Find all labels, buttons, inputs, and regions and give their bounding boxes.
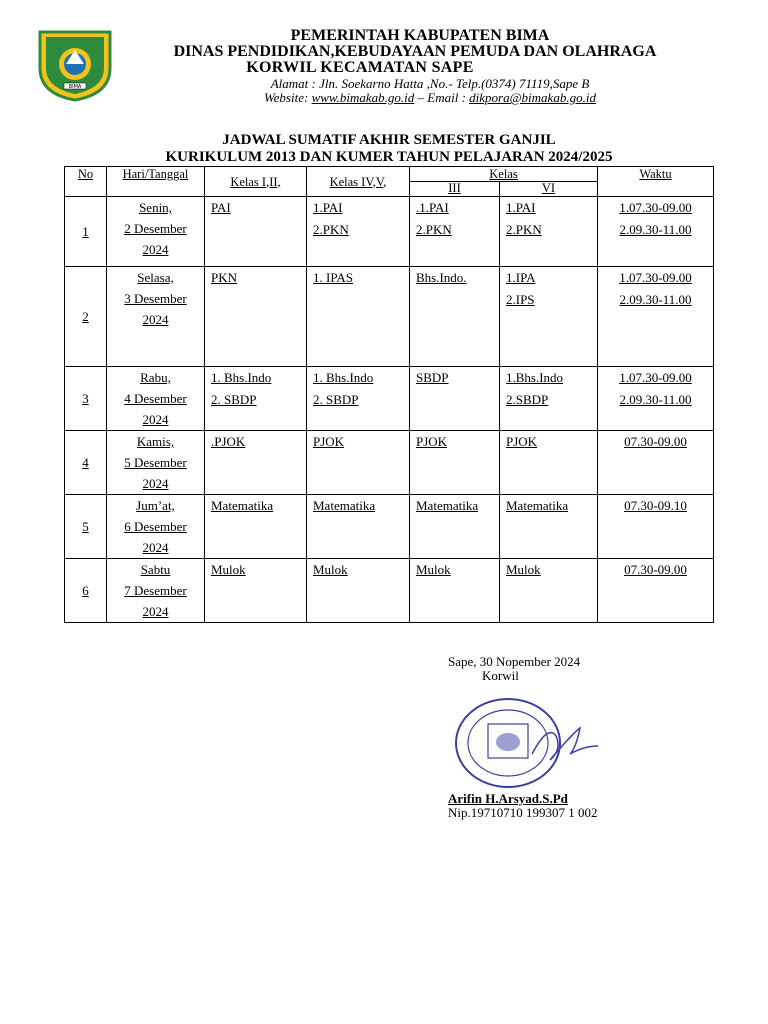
cell-class-4-5	[307, 495, 410, 559]
header-no: No	[65, 167, 107, 197]
email-link[interactable]: dikpora@bimakab.go.id	[469, 90, 596, 105]
cell-day	[107, 267, 205, 367]
signatory-name: Arifin H.Arsyad.S.Pd	[448, 791, 568, 806]
cell-day-line: 2024	[142, 412, 169, 427]
cell-class-3	[410, 495, 500, 559]
table-row	[65, 197, 714, 267]
letterhead-contact	[170, 90, 690, 106]
cell-time-line: 2.09.30-11.00	[619, 392, 692, 407]
cell-time-line: 1.07.30-09.00	[619, 200, 692, 215]
cell-no	[65, 267, 107, 367]
cell-class-3	[410, 267, 500, 367]
cell-day-line: 2024	[142, 540, 169, 555]
cell-day-line: 2024	[142, 312, 169, 327]
cell-day-line: Senin,	[139, 200, 172, 215]
cell-class-1-2-line: 2. SBDP	[211, 392, 257, 407]
document-title: JADWAL SUMATIF AKHIR SEMESTER GANJIL	[222, 132, 556, 148]
cell-day	[107, 197, 205, 267]
cell-no-value: 1	[82, 223, 89, 239]
cell-class-6	[500, 267, 598, 367]
cell-class-1-2-line: PKN	[211, 270, 238, 285]
cell-class-3-line: Matematika	[416, 498, 479, 513]
cell-time	[598, 431, 714, 495]
cell-class-1-2-line: Mulok	[211, 562, 246, 577]
regency-emblem-icon	[36, 28, 114, 102]
cell-class-6-line: 1.Bhs.Indo	[506, 370, 564, 385]
cell-class-6-line: Matematika	[506, 498, 569, 513]
table-row	[65, 495, 714, 559]
cell-class-3-line: SBDP	[416, 370, 449, 385]
cell-class-1-2-line: PAI	[211, 200, 231, 215]
cell-day-line: 6 Desember	[124, 519, 187, 534]
cell-class-6	[500, 495, 598, 559]
cell-class-1-2-line: Matematika	[211, 498, 274, 513]
cell-class-4-5	[307, 367, 410, 431]
cell-class-1-2-line: 1. Bhs.Indo	[211, 370, 272, 385]
cell-class-6-line: 2.SBDP	[506, 392, 549, 407]
cell-class-3	[410, 431, 500, 495]
cell-no	[65, 367, 107, 431]
cell-class-4-5-line: 2. SBDP	[313, 392, 359, 407]
cell-class-1-2-line: .PJOK	[211, 434, 246, 449]
header-day: Hari/Tanggal	[107, 167, 205, 197]
cell-time-line: 2.09.30-11.00	[619, 222, 692, 237]
cell-class-6-line: 1.PAI	[506, 200, 536, 215]
cell-class-4-5-line: 2.PKN	[313, 222, 349, 237]
table-row	[65, 267, 714, 367]
cell-class-1-2	[205, 495, 307, 559]
cell-no	[65, 431, 107, 495]
logo-text: BIMA	[68, 84, 82, 90]
cell-class-6-line: PJOK	[506, 434, 538, 449]
cell-no-value: 4	[82, 454, 89, 470]
cell-class-4-5	[307, 197, 410, 267]
cell-time-line: 07.30-09.10	[624, 498, 687, 513]
header-class-1-2: Kelas I,II,	[205, 167, 307, 197]
cell-time-line: 07.30-09.00	[624, 562, 687, 577]
cell-class-6-line: 2.IPS	[506, 292, 535, 307]
cell-day	[107, 431, 205, 495]
table-row	[65, 559, 714, 623]
cell-day	[107, 367, 205, 431]
letterhead-address: Alamat : Jln. Soekarno Hatta ,No.- Telp.(0374) 71119,Sape B	[270, 76, 590, 91]
signature-role: Korwil	[482, 668, 519, 683]
cell-class-6	[500, 197, 598, 267]
cell-class-1-2	[205, 367, 307, 431]
cell-class-4-5-line: 1.PAI	[313, 200, 343, 215]
cell-time	[598, 197, 714, 267]
cell-class-1-2	[205, 431, 307, 495]
signature-place-date: Sape, 30 Nopember 2024	[448, 654, 581, 669]
cell-class-1-2	[205, 267, 307, 367]
cell-day-line: Jum’at,	[136, 498, 175, 513]
cell-class-4-5-line: 1. Bhs.Indo	[313, 370, 374, 385]
cell-class-4-5-line: 1. IPAS	[313, 270, 353, 285]
cell-day-line: 2024	[142, 242, 169, 257]
letterhead-line3: KORWIL KECAMATAN SAPE	[246, 59, 474, 76]
signatory-nip: Nip.19710710 199307 1 002	[448, 805, 598, 820]
document-subtitle: KURIKULUM 2013 DAN KUMER TAHUN PELAJARAN 2024/2025	[165, 149, 613, 165]
cell-no-value: 6	[82, 582, 89, 598]
cell-day-line: 7 Desember	[124, 583, 187, 598]
schedule-table	[64, 166, 714, 623]
cell-class-6-line: Mulok	[506, 562, 541, 577]
cell-time	[598, 367, 714, 431]
cell-day-line: 2024	[142, 604, 169, 619]
cell-day	[107, 495, 205, 559]
cell-time-line: 1.07.30-09.00	[619, 370, 692, 385]
cell-class-6	[500, 431, 598, 495]
website-link[interactable]: www.bimakab.go.id	[311, 90, 415, 105]
cell-class-4-5-line: Mulok	[313, 562, 348, 577]
cell-class-6	[500, 367, 598, 431]
cell-class-3	[410, 367, 500, 431]
header-class-group: Kelas	[410, 167, 598, 182]
cell-class-1-2	[205, 197, 307, 267]
cell-no-value: 2	[82, 308, 89, 324]
cell-no-value: 3	[82, 390, 89, 406]
cell-day-line: 2 Desember	[124, 221, 187, 236]
cell-time	[598, 559, 714, 623]
cell-class-1-2	[205, 559, 307, 623]
cell-class-6-line: 1.IPA	[506, 270, 536, 285]
cell-day-line: 5 Desember	[124, 455, 187, 470]
cell-time-line: 07.30-09.00	[624, 434, 687, 449]
cell-class-3	[410, 197, 500, 267]
cell-day	[107, 559, 205, 623]
cell-day-line: 4 Desember	[124, 391, 187, 406]
cell-time	[598, 495, 714, 559]
cell-class-6-line: 2.PKN	[506, 222, 542, 237]
cell-time-line: 2.09.30-11.00	[619, 292, 692, 307]
website-label: Website:	[264, 90, 312, 105]
header-time: Waktu	[598, 167, 714, 197]
letterhead-line2: DINAS PENDIDIKAN,KEBUDAYAAN PEMUDA DAN OLAHRAGA	[173, 43, 657, 60]
cell-class-3-line: PJOK	[416, 434, 448, 449]
cell-day-line: 2024	[142, 476, 169, 491]
official-stamp-icon	[452, 694, 602, 792]
cell-class-3	[410, 559, 500, 623]
cell-no	[65, 559, 107, 623]
cell-day-line: Kamis,	[136, 434, 175, 449]
cell-class-6	[500, 559, 598, 623]
cell-day-line: Sabtu	[140, 562, 171, 577]
table-row	[65, 431, 714, 495]
cell-class-4-5-line: PJOK	[313, 434, 345, 449]
header-class-6: VI	[500, 182, 598, 197]
cell-class-3-line: Bhs.Indo.	[416, 270, 467, 285]
cell-time	[598, 267, 714, 367]
cell-class-4-5	[307, 267, 410, 367]
cell-no	[65, 495, 107, 559]
header-class-3: III	[410, 182, 500, 197]
cell-day-line: Selasa,	[137, 270, 174, 285]
cell-class-4-5	[307, 431, 410, 495]
cell-class-3-line: Mulok	[416, 562, 451, 577]
cell-time-line: 1.07.30-09.00	[619, 270, 692, 285]
letterhead-line1: PEMERINTAH KABUPATEN BIMA	[290, 27, 550, 44]
cell-class-4-5-line: Matematika	[313, 498, 376, 513]
cell-day-line: Rabu,	[140, 370, 171, 385]
cell-no-value: 5	[82, 518, 89, 534]
email-label: – Email :	[414, 90, 470, 105]
header-class-4-5: Kelas IV,V,	[307, 167, 410, 197]
cell-class-3-line: .1.PAI	[416, 200, 449, 215]
cell-no	[65, 197, 107, 267]
table-row	[65, 367, 714, 431]
cell-day-line: 3 Desember	[124, 291, 187, 306]
cell-class-3-line: 2.PKN	[416, 222, 452, 237]
cell-class-4-5	[307, 559, 410, 623]
